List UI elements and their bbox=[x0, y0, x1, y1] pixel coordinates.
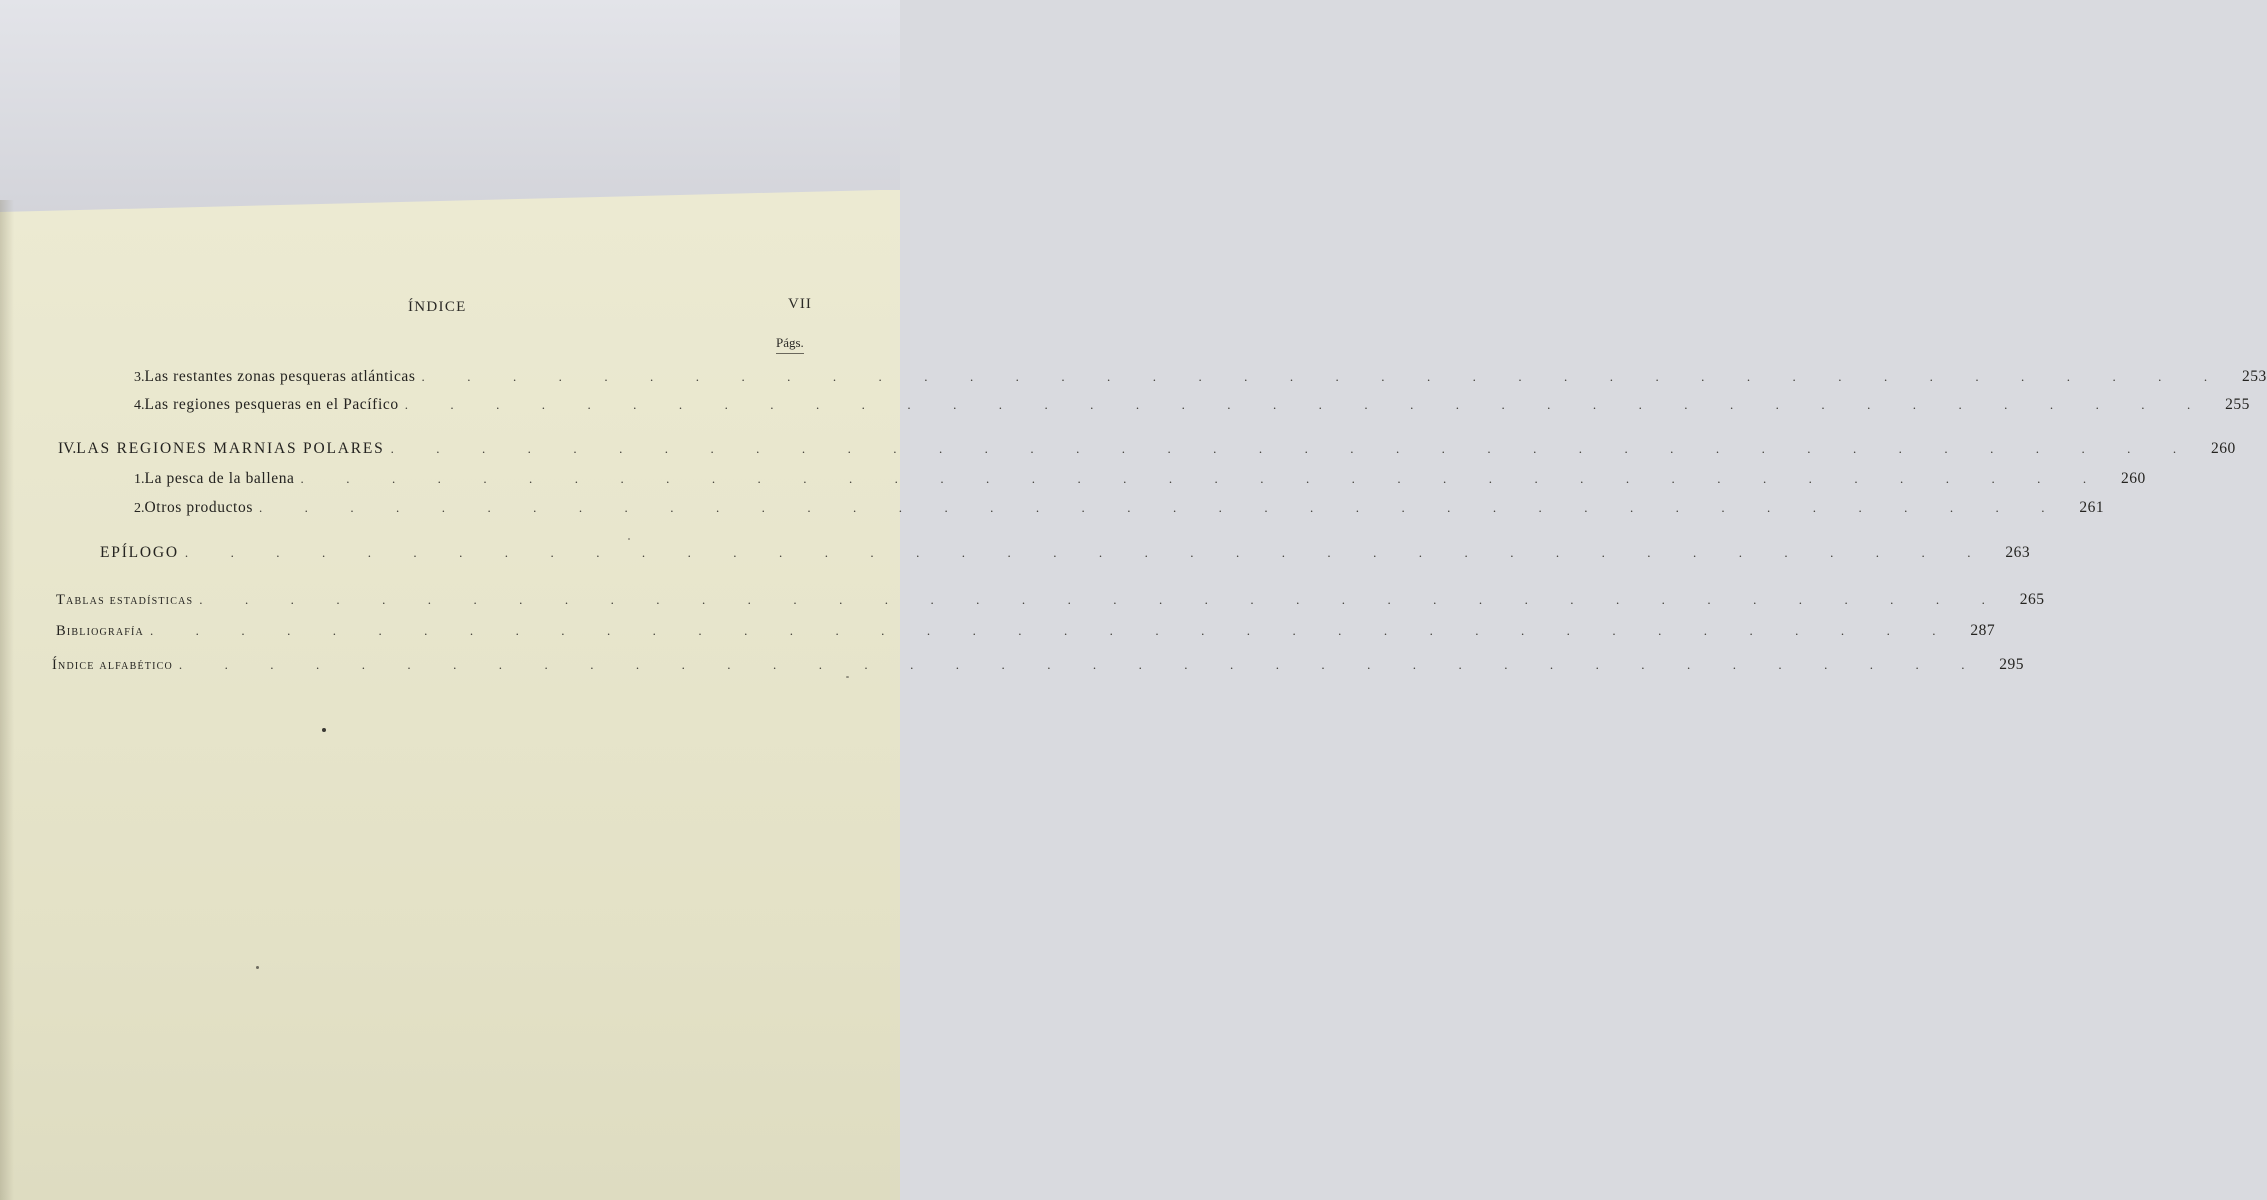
toc-entry-title: LAS REGIONES MARNIAS POLARES bbox=[76, 440, 385, 457]
toc-entry bbox=[134, 368, 2267, 388]
toc-entry bbox=[56, 591, 2045, 611]
dot-leader: . . . . . . . . . . . . . . . . . . . . . . . . . . . . . . . . . . . . . . . . bbox=[421, 369, 2227, 384]
toc-entry bbox=[134, 499, 2105, 519]
page-number-folio: VII bbox=[788, 296, 812, 312]
toc-entry-page: 260 bbox=[2120, 470, 2146, 487]
toc-entry-page: 263 bbox=[2005, 544, 2031, 561]
dot-leader: . . . . . . . . . . . . . . . . . . . . . . . . . . . . . . . . . . . . . . . . bbox=[404, 397, 2210, 412]
paper-speck bbox=[256, 966, 259, 969]
toc-entry-page: 261 bbox=[2079, 499, 2105, 516]
toc-entry-title: Tablas estadísticas bbox=[56, 592, 194, 608]
toc-entry-number: 4. bbox=[134, 398, 145, 413]
toc-entry-number: 1. bbox=[134, 472, 145, 487]
toc-entry bbox=[56, 622, 1996, 642]
toc-entry-page: 260 bbox=[2210, 440, 2236, 457]
page-edge-shadow bbox=[0, 200, 14, 1200]
toc-entry-title: Las restantes zonas pesqueras atlánticas bbox=[144, 368, 416, 385]
toc-entry-title: La pesca de la ballena bbox=[144, 470, 295, 487]
dot-leader: . . . . . . . . . . . . . . . . . . . . . . . . . . . . . . . . . . . . . . . . bbox=[258, 500, 2065, 515]
paper-speck bbox=[322, 728, 326, 732]
toc-entry-page: 265 bbox=[2019, 591, 2045, 608]
book-page bbox=[0, 190, 900, 1200]
toc-entry-title: Bibliografía bbox=[56, 623, 144, 639]
toc-entry-title: Índice alfabético bbox=[52, 657, 173, 673]
paper-speck bbox=[628, 538, 630, 540]
dot-leader: . . . . . . . . . . . . . . . . . . . . . . . . . . . . . . . . . . . . . . . . bbox=[178, 657, 1985, 672]
toc-entry-title: EPÍLOGO bbox=[100, 544, 179, 561]
toc-entry-number: 3. bbox=[134, 370, 145, 385]
toc-entry-number: IV. bbox=[58, 440, 77, 457]
toc-entry-page: 255 bbox=[2225, 396, 2250, 413]
toc-entry-number: 2. bbox=[134, 501, 145, 516]
toc-entry bbox=[134, 396, 2250, 416]
toc-chapter-entry bbox=[100, 544, 2031, 564]
toc-entry-page: 295 bbox=[1999, 656, 2025, 673]
toc-chapter-entry bbox=[58, 440, 2236, 460]
dot-leader: . . . . . . . . . . . . . . . . . . . . . . . . . . . . . . . . . . . . . . . . bbox=[390, 441, 2196, 456]
dot-leader: . . . . . . . . . . . . . . . . . . . . . . . . . . . . . . . . . . . . . . . . bbox=[149, 623, 1956, 638]
running-head: ÍNDICE bbox=[408, 299, 467, 315]
dot-leader: . . . . . . . . . . . . . . . . . . . . . . . . . . . . . . . . . . . . . . . . bbox=[199, 592, 2005, 607]
pages-column-label: Págs. bbox=[776, 335, 804, 354]
toc-entry bbox=[52, 656, 2025, 676]
toc-entry bbox=[134, 470, 2146, 490]
toc-entry-page: 287 bbox=[1970, 622, 1996, 639]
toc-entry-title: Las regiones pesqueras en el Pacífico bbox=[144, 396, 399, 413]
desk-background bbox=[0, 0, 900, 215]
toc-entry-title: Otros productos bbox=[144, 499, 253, 516]
toc-entry-page: 253 bbox=[2241, 368, 2267, 385]
dot-leader: . . . . . . . . . . . . . . . . . . . . . . . . . . . . . . . . . . . . . . . . bbox=[300, 471, 2106, 486]
dot-leader: . . . . . . . . . . . . . . . . . . . . . . . . . . . . . . . . . . . . . . . . bbox=[184, 545, 1991, 560]
paper-speck bbox=[846, 676, 849, 678]
